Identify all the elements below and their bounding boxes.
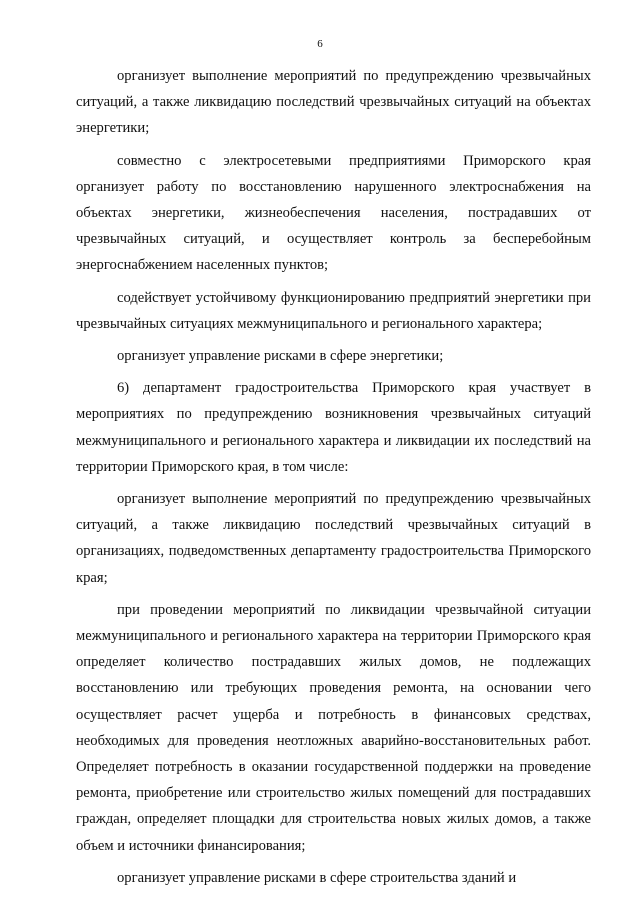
document-body: [76, 63, 591, 891]
paragraph-urban-planning-department: 6) департамент градостроительства Приморского края участвует в мероприятиях по предупреждению возникновения чрезвычайных ситуаций межмуниципального и регионального характера и ликвидации их последствий на территории Приморского края, в том числе:: [76, 380, 591, 475]
paragraph-construction-risk-management: организует управление рисками в сфере строительства зданий и: [117, 869, 517, 886]
paragraph-housing-damage-assessment: при проведении мероприятий по ликвидации чрезвычайной ситуации межмуниципального и регионального характера на территории Приморского края определяет количество пострадавших жилых домов, не подлежащих восстановлению или требующих проведения ремонта, на основании чего осуществляет расчет ущерба и потребность в финансовых средствах, необходимых для проведения неотложных аварийно-восстановительных работ. Определяет потребность в оказании государственной поддержки на проведение ремонта, приобретение или строительство жилых помещений для пострадавших граждан, определяет площадки для строительства новых жилых домов, а также объем и источники финансирования;: [76, 601, 591, 854]
paragraph-energy-stability: содействует устойчивому функционированию предприятий энергетики при чрезвычайных ситуациях межмуниципального и регионального характера;: [76, 289, 591, 332]
paragraph-energy-risk-management: организует управление рисками в сфере энергетики;: [117, 348, 444, 365]
page-number: 6: [317, 38, 323, 50]
paragraph-energy-emergency-prevention: организует выполнение мероприятий по предупреждению чрезвычайных ситуаций, а также ликвидацию последствий чрезвычайных ситуаций на объектах энергетики;: [76, 68, 591, 137]
paragraph-power-restoration: совместно с электросетевыми предприятиями Приморского края организует работу по восстановлению нарушенного электроснабжения на объектах энергетики, жизнеобеспечения населения, пострадавших от чрезвычайных ситуаций, и осуществляет контроль за бесперебойным энергоснабжением населенных пунктов;: [76, 152, 591, 274]
paragraph-urban-planning-emergency-prevention: организует выполнение мероприятий по предупреждению чрезвычайных ситуаций, а также ликвидацию последствий чрезвычайных ситуаций в организациях, подведомственных департаменту градостроительства Приморского края;: [76, 491, 591, 586]
